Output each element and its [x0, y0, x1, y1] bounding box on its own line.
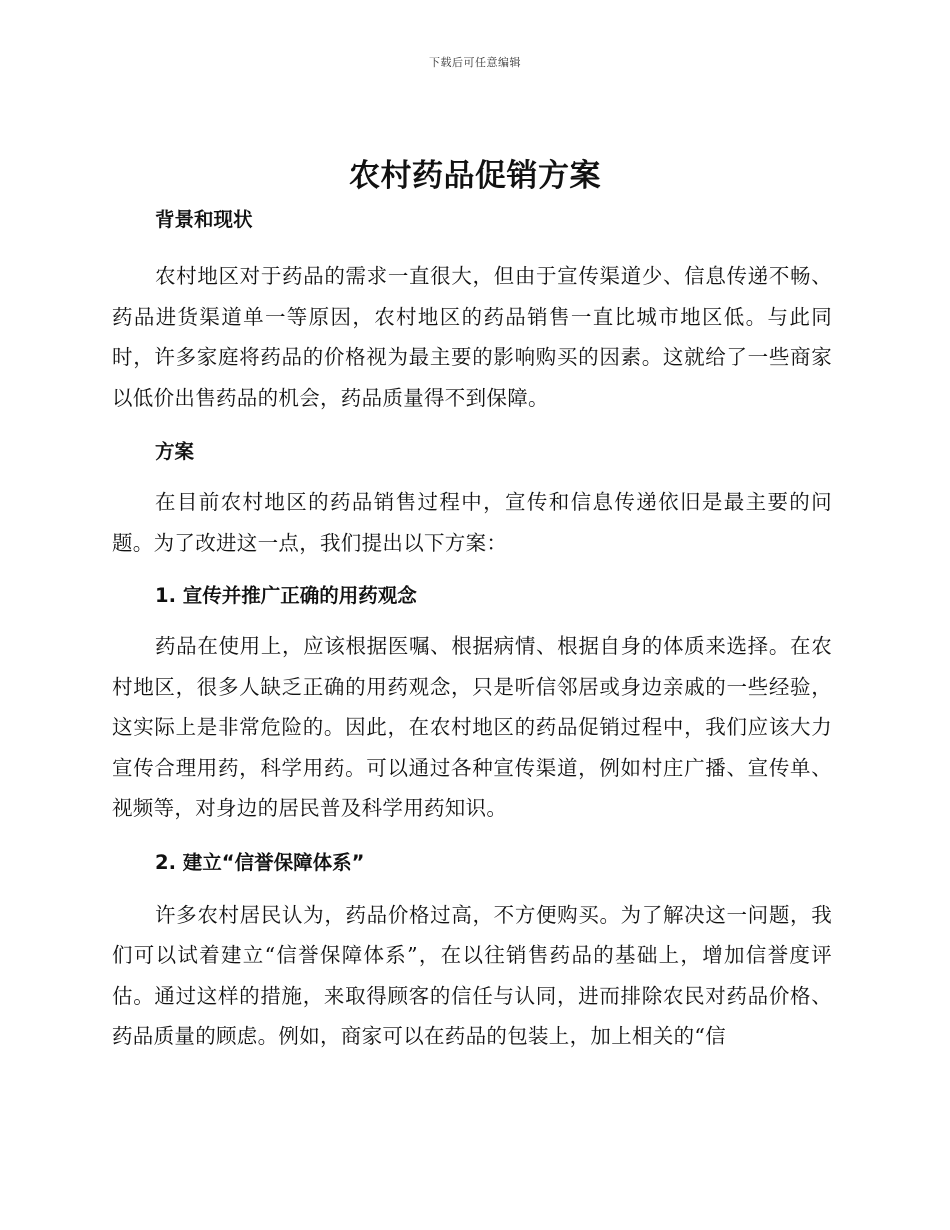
document-body [112, 202, 832, 1057]
header-note: 下载后可任意编辑 [429, 56, 521, 69]
section-paragraph-plan: 在目前农村地区的药品销售过程中，宣传和信息传递依旧是最主要的问题。为了改进这一点，我们提出以下方案： [112, 490, 832, 555]
section-heading-background: 背景和现状 [155, 208, 253, 231]
section-heading-item-1: 1. 宣传并推广正确的用药观念 [155, 584, 417, 607]
section-paragraph-item-1: 药品在使用上，应该根据医嘱、根据病情、根据自身的体质来选择。在农村地区，很多人缺乏正确的用药观念，只是听信邻居或身边亲戚的一些经验，这实际上是非常危险的。因此，在农村地区的药品促销过程中，我们应该大力宣传合理用药，科学用药。可以通过各种宣传渠道，例如村庄广播、宣传单、视频等，对身边的居民普及科学用药知识。 [112, 634, 832, 820]
section-heading-plan: 方案 [155, 440, 195, 463]
section-paragraph-background: 农村地区对于药品的需求一直很大，但由于宣传渠道少、信息传递不畅、药品进货渠道单一等原因，农村地区的药品销售一直比城市地区低。与此同时，许多家庭将药品的价格视为最主要的影响购买的因素。这就给了一些商家以低价出售药品的机会，药品质量得不到保障。 [112, 264, 832, 410]
section-paragraph-item-2: 许多农村居民认为，药品价格过高，不方便购买。为了解决这一问题，我们可以试着建立“信誉保障体系”，在以往销售药品的基础上，增加信誉度评估。通过这样的措施，来取得顾客的信任与认同，进而排除农民对药品价格、药品质量的顾虑。例如，商家可以在药品的包装上，加上相关的“信 [112, 902, 832, 1048]
section-heading-item-2: 2. 建立“信誉保障体系” [155, 850, 365, 874]
document-title: 农村药品促销方案 [349, 158, 601, 194]
